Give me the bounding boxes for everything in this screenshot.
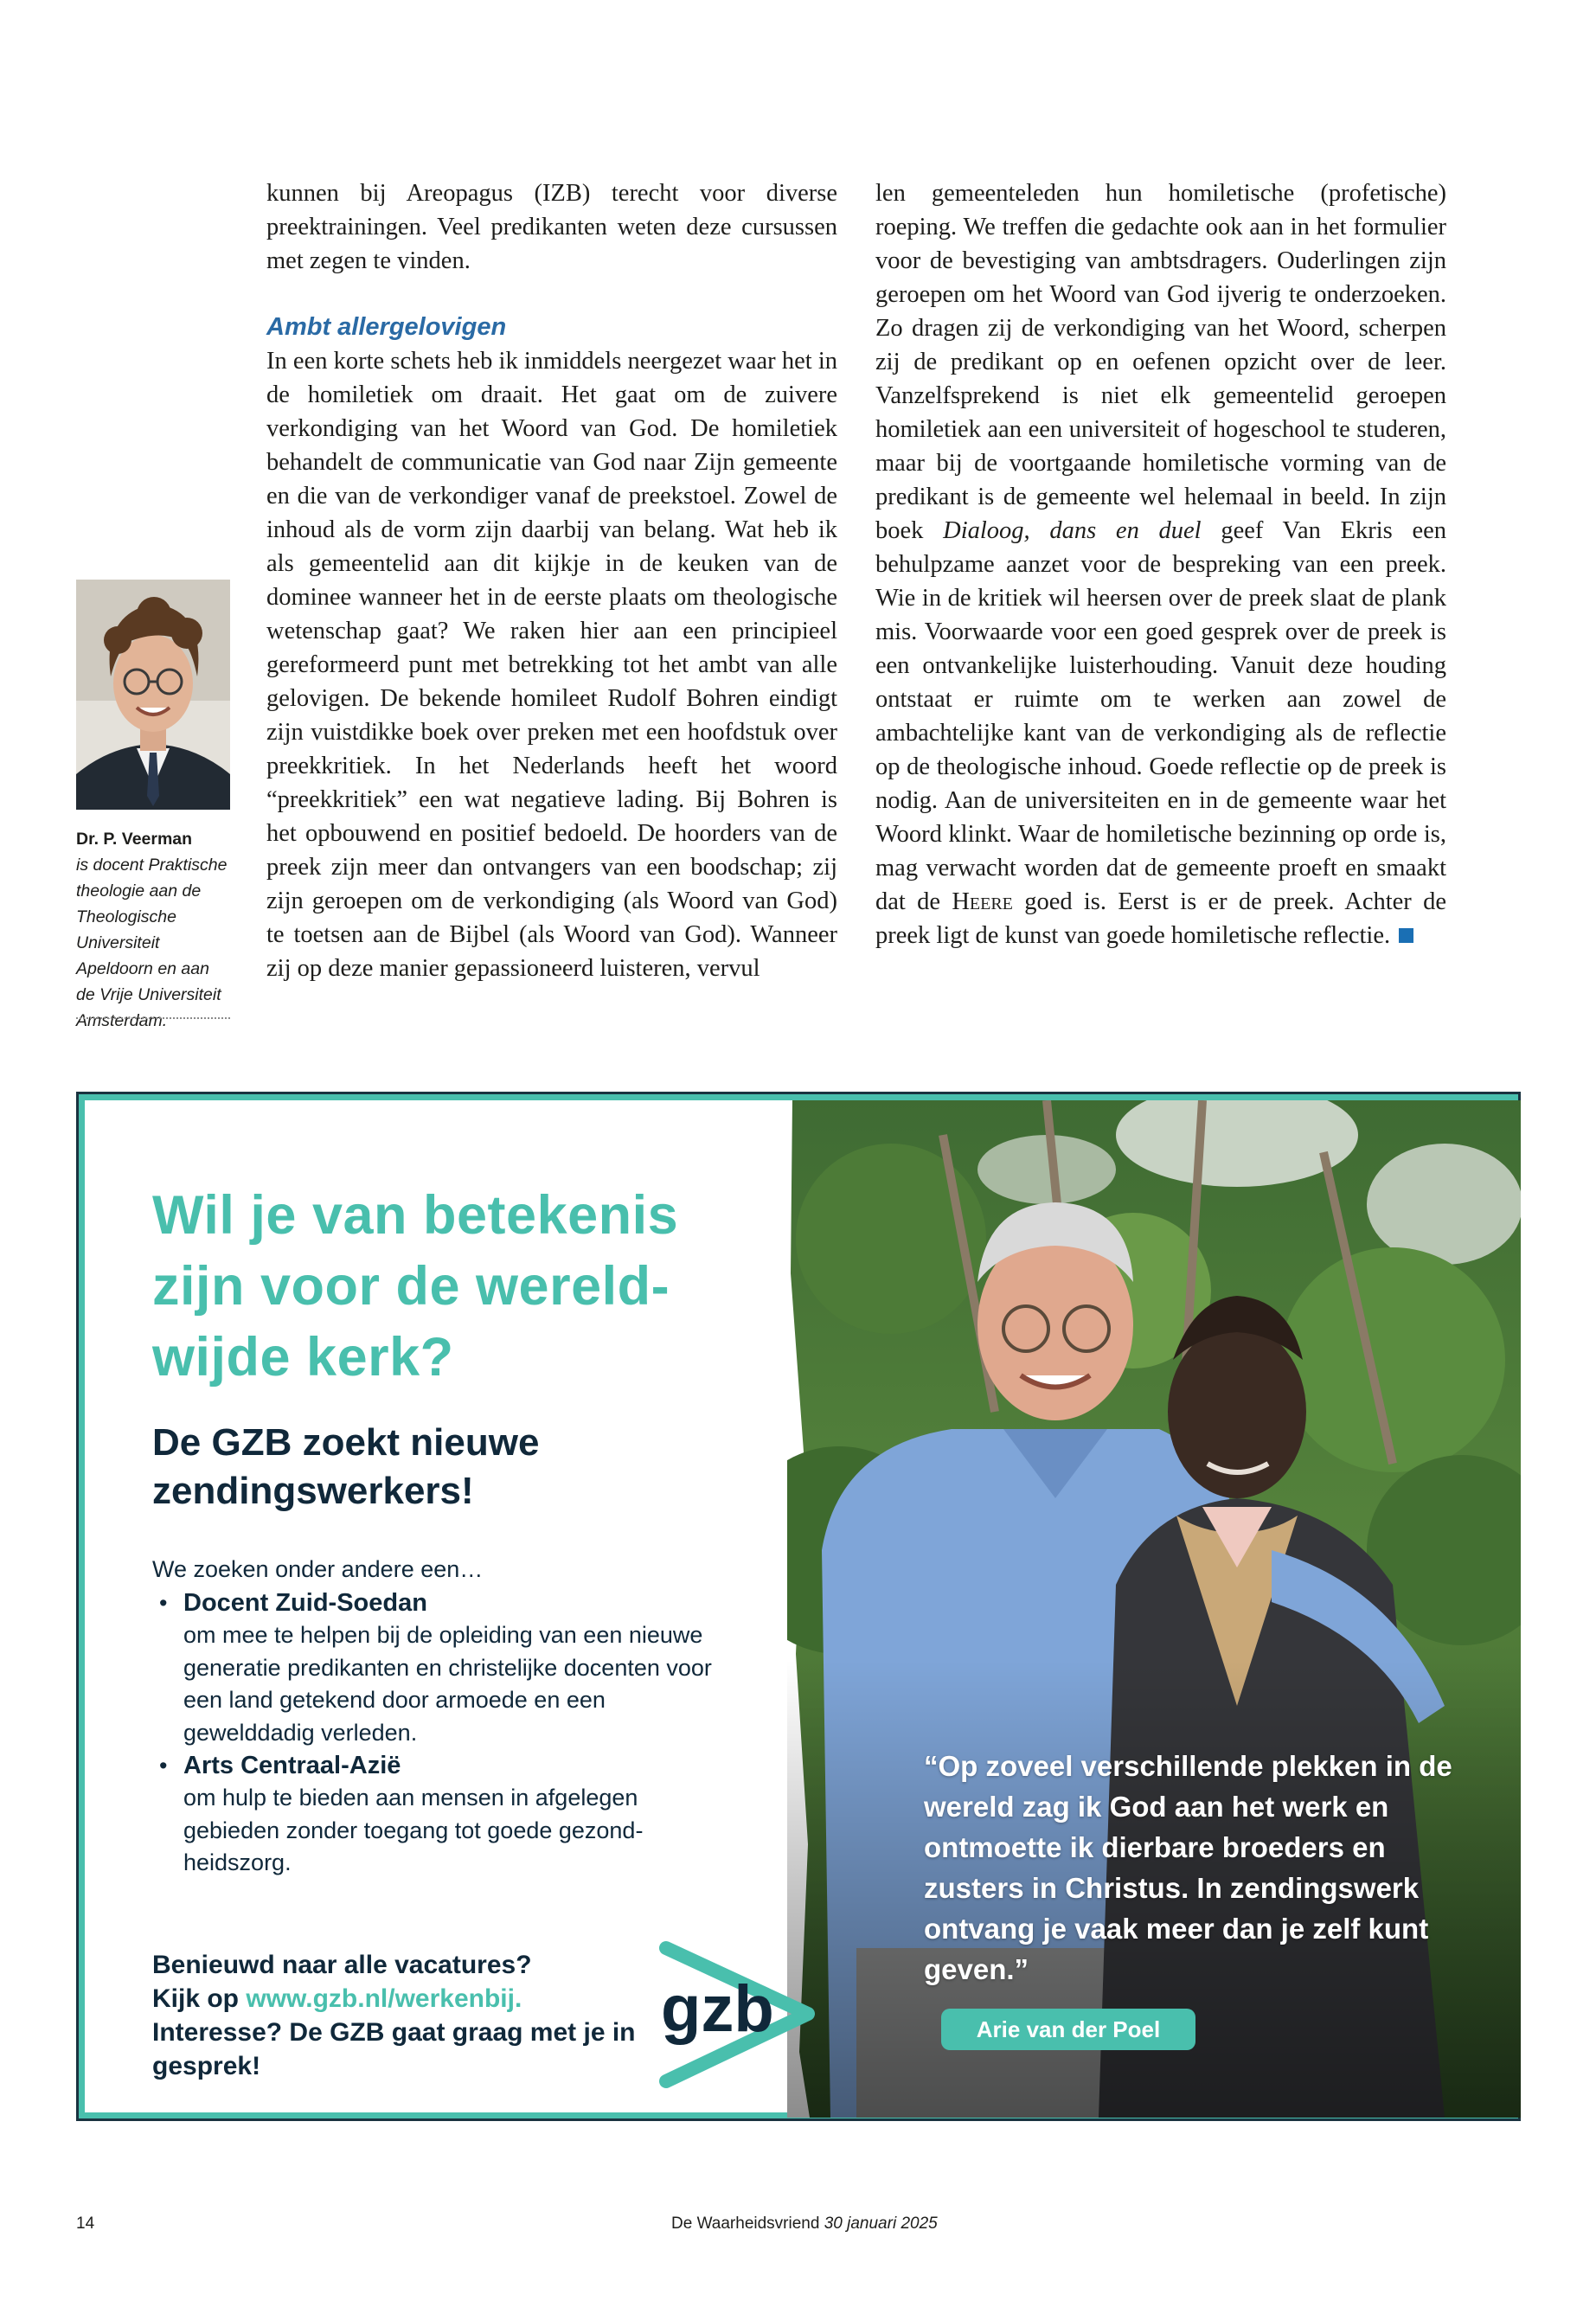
article-paragraph: kunnen bij Areopagus (IZB) terecht voor diverse preektrainingen. Veel predikanten weten deze cursussen met zegen te vinden. (266, 180, 837, 274)
book-title: Dialoog, dans en duel (943, 517, 1202, 544)
ad-intro: We zoeken onder andere een… (152, 1556, 484, 1582)
author-photo (76, 580, 230, 810)
vacancies-link[interactable]: www.gzb.nl/werkenbij. (246, 1984, 522, 2013)
cta-prefix: Kijk op (152, 1984, 240, 2013)
testimonial-author-badge: Arie van der Poel (941, 2009, 1195, 2050)
vacancy-list (159, 1586, 730, 1880)
cta-line: Interesse? De GZB gaat graag met je in gesprek! (152, 2018, 636, 2080)
article-paragraph (875, 176, 1446, 952)
author-role: is docent Praktische theologie aan de Theologische Universiteit Apeldoorn en aan de Vrije Universiteit Amsterdam. (76, 856, 228, 1030)
publication-name: De Waarheidsvriend (671, 2214, 820, 2233)
article-text: len gemeenteleden hun homiletische (profetische) roeping. We treffen die gedachte ook aan in het formulier voor de bevestiging van ambtsdragers. Ouderlingen zijn geroepen om het Woord van God ijverig te onderzoeken. Zo dragen zij de verkondiging van het Woord, scherpen zij de predikant op en oefenen opzicht over de leer. Vanzelfsprekend is niet elk gemeentelid geroepen homiletiek aan een universiteit of hogeschool te studeren, maar bij de voortgaande homiletische vorming van de predikant is de gemeente wel helemaal in beeld. In zijn boek (875, 180, 1446, 544)
logo-text: gzb (661, 1972, 774, 2046)
article-column-1 (266, 176, 837, 985)
gzb-logo (654, 1938, 818, 2093)
end-of-article-mark (1399, 928, 1413, 943)
ad-headline: Wil je van betekenis zijn voor de wereldwijde kerk? (152, 1185, 679, 1388)
vacancy-item (159, 1586, 730, 1749)
vacancy-item (159, 1749, 730, 1880)
article-column-2 (875, 176, 1446, 952)
article-text: geef Van Ekris een behulpzame aanzet voor de bespreking van een preek. Wie in de kritiek wil heersen over de preek slaat de plank mis. Voorwaarde voor een goed gesprek over de preek is een ontvankelijke luisterhouding. Vanuit deze houding ontstaat er ruimte om te werken aan zowel de ambachtelijke kant van de verkondiging als de reflectie op de theologische inhoud. Goede reflectie op de preek is nodig. Aan de universiteiten en in de gemeente waar het Woord klinkt. Waar de homiletische bezinning op orde is, mag verwacht worden dat de gemeente proeft en smaakt dat de (875, 517, 1447, 915)
vacancy-description: om mee te helpen bij de opleiding van een nieuwe generatie predikanten en christelijke docenten voor een land getekend door armoede en een gewelddadig verleden. (183, 1622, 712, 1746)
page-number: 14 (76, 2214, 95, 2233)
vacancy-description: om hulp te bieden aan mensen in afgelegen gebieden zonder toegang tot goede gezondheidszorg. (183, 1785, 644, 1875)
ad-subheadline: De GZB zoekt nieuwe zendingswerkers! (152, 1421, 540, 1512)
article-text: goed is. Eerst is er de preek. Achter de preek ligt de kunst van goede homiletische reflectie. (875, 888, 1446, 949)
bullet-icon: • (159, 1753, 168, 1779)
bullet-icon: • (159, 1590, 168, 1616)
author-caption (76, 826, 230, 1034)
vacancy-title: Arts Centraal-Azië (183, 1752, 401, 1779)
section-subheading: Ambt allergelovigen (266, 313, 507, 341)
caption-divider (76, 1017, 230, 1019)
article-paragraph: In een korte schets heb ik inmiddels neergezet waar het in de homiletiek om draait. Het gaat om de zuivere verkondiging van het Woord van God. De homiletiek behandelt de communicatie van God naar Zijn gemeente en die van de verkondiger vanaf de preekstoel. Zowel de inhoud als de vorm zijn daarbij van belang. Wat heb ik als gemeentelid aan dit kijkje in de keuken van de dominee wanneer het in de eerste plaats om theologische wetenschap gaat? We raken hier aan een principieel gereformeerd punt met betrekking tot het ambt van alle gelovigen. De bekende homileet Rudolf Bohren eindigt zijn vuistdikke boek over preken met een hoofdstuk over preekkritiek. In het Nederlands heeft het woord “preekkritiek” een wat negatieve lading. Bij Bohren is het opbouwend en positief bedoeld. De hoorders van de preek zijn meer dan ontvangers van een boodschap; zij zijn geroepen om de verkondiging (als Woord van God) te toetsen aan de Bijbel (als Woord van God). Wanneer zij op deze manier gepassioneerd luisteren, vervul (266, 348, 837, 982)
vacancy-title: Docent Zuid-Soedan (183, 1589, 427, 1617)
publication-date: 30 januari 2025 (824, 2214, 938, 2233)
footer-publication (671, 2214, 938, 2234)
cta-line (152, 1982, 637, 2016)
cta-line: Benieuwd naar alle vacatures? (152, 1951, 532, 1979)
author-name: Dr. P. Veerman (76, 830, 193, 849)
divine-name: Heere (952, 888, 1013, 915)
testimonial-quote: “Op zoveel verschillende plekken in de wereld zag ik God aan het werk en ontmoette ik dierbare broeders en zusters in Christus. In zendingswerk ontvang je vaak meer dan je zelf kunt geven.” (924, 1750, 1452, 1985)
ad-call-to-action (152, 1948, 637, 2083)
